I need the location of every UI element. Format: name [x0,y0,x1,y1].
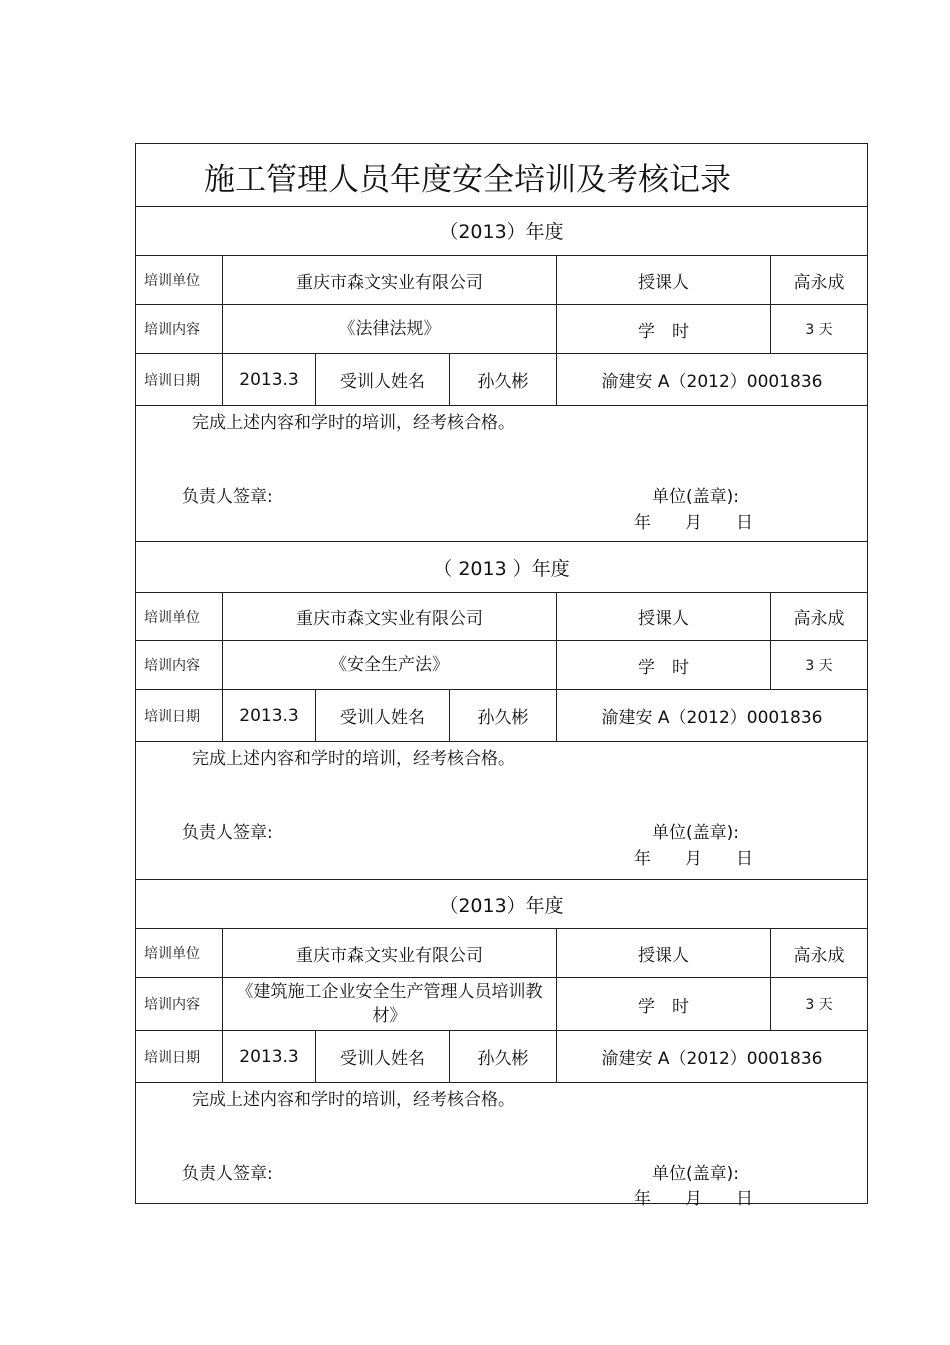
certificate-value: 渝建安 A（2012）0001836 [556,1031,867,1082]
hours-label: 学 时 [556,641,770,689]
year-heading: （2013）年度 [439,221,564,243]
date-line: 年 月 日 [634,849,753,869]
training-record-table [135,143,868,1209]
content-row [136,305,867,354]
date-label: 培训日期 [144,1049,200,1066]
signature-label: 负责人签章: [182,823,273,843]
unit-label: 培训单位 [144,609,200,626]
date-line: 年 月 日 [634,1189,753,1209]
date-row [136,354,867,406]
date-row [136,690,867,742]
completion-text: 完成上述内容和学时的培训，经考核合格。 [192,1090,515,1110]
document-title: 施工管理人员年度安全培训及考核记录 [204,162,731,198]
trainee-label: 受训人姓名 [315,354,449,405]
content-value: 《安全生产法》 [222,641,556,689]
seal-label: 单位(盖章): [652,487,739,507]
date-row [136,1031,867,1083]
trainee-label: 受训人姓名 [315,1031,449,1082]
hours-value: 3 天 [770,641,867,689]
trainee-label: 受训人姓名 [315,690,449,741]
year-row [136,880,867,929]
unit-label: 培训单位 [144,946,200,962]
content-label: 培训内容 [144,322,200,338]
lecturer-label: 授课人 [556,593,770,640]
unit-label: 培训单位 [144,273,200,289]
trainee-value: 孙久彬 [449,690,556,741]
trainee-value: 孙久彬 [449,1031,556,1082]
trainee-value: 孙久彬 [449,354,556,405]
unit-value: 重庆市森文实业有限公司 [222,256,556,304]
signature-label: 负责人签章: [182,487,273,507]
year-heading: （2013）年度 [439,894,564,917]
content-row [136,978,867,1031]
content-row [136,641,867,690]
title-row [136,144,867,207]
assessment-row [136,742,867,880]
year-row [136,542,867,593]
completion-text: 完成上述内容和学时的培训，经考核合格。 [192,413,515,433]
seal-label: 单位(盖章): [652,823,739,843]
content-value: 《法律法规》 [222,305,556,353]
date-line: 年 月 日 [634,513,753,533]
year-heading: （ 2013 ）年度 [433,557,570,580]
year-row [136,206,867,256]
unit-value: 重庆市森文实业有限公司 [222,929,556,977]
unit-value: 重庆市森文实业有限公司 [222,593,556,640]
seal-label: 单位(盖章): [652,1164,739,1184]
date-label: 培训日期 [144,372,200,389]
unit-row [136,929,867,978]
certificate-value: 渝建安 A（2012）0001836 [556,690,867,741]
hours-label: 学 时 [556,978,770,1030]
lecturer-label: 授课人 [556,929,770,977]
content-label: 培训内容 [144,658,200,674]
content-label: 培训内容 [144,997,200,1013]
hours-label: 学 时 [556,305,770,353]
lecturer-value: 高永成 [770,593,867,640]
hours-value: 3 天 [770,978,867,1030]
hours-value: 3 天 [770,305,867,353]
date-value: 2013.3 [222,1031,315,1082]
unit-row [136,256,867,305]
date-value: 2013.3 [222,690,315,741]
completion-text: 完成上述内容和学时的培训，经考核合格。 [192,749,515,769]
lecturer-value: 高永成 [770,256,867,304]
assessment-row [136,1083,867,1209]
lecturer-label: 授课人 [556,256,770,304]
content-value: 《建筑施工企业安全生产管理人员培训教材》 [222,978,556,1030]
unit-row [136,593,867,641]
assessment-row [136,406,867,542]
signature-label: 负责人签章: [182,1164,273,1184]
lecturer-value: 高永成 [770,929,867,977]
certificate-value: 渝建安 A（2012）0001836 [556,354,867,405]
date-value: 2013.3 [222,354,315,405]
date-label: 培训日期 [144,708,200,725]
